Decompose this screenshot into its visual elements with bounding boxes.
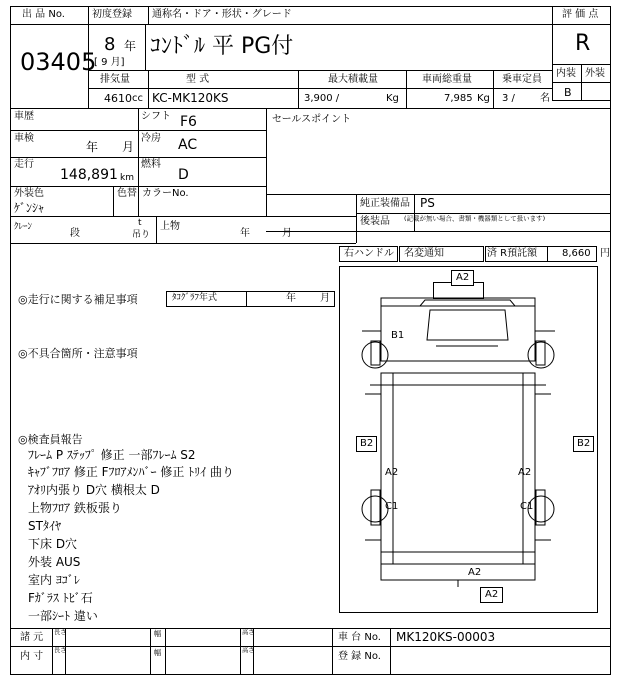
capacity-unit: 名 (540, 93, 550, 104)
damage-mark-left-a2: A2 (385, 467, 399, 478)
displacement-label: 排気量 (100, 74, 130, 85)
year-unit: 年 (124, 39, 137, 53)
name-change-notice: 名変通知 (404, 248, 444, 259)
report-line: STﾀｲﾔ (28, 519, 61, 533)
crane-hang: 吊り (132, 230, 151, 240)
displacement-unit: cc (132, 93, 143, 104)
inspection-year: 年 (86, 140, 99, 154)
gross-weight-value: 7,985 (444, 93, 473, 104)
tachograph-label: ﾀｺｸﾞﾗﾌ年式 (172, 293, 218, 303)
grade-label: 評 価 点 (562, 9, 599, 20)
report-line: 上物ﾌﾛｱ 鉄板張り (28, 501, 122, 515)
first-registration-month: [ 9 月] (94, 57, 125, 68)
report-line: 室内 ﾖｺﾞﾚ (28, 573, 80, 587)
grade-score: R (575, 31, 591, 56)
exterior-color-value: ｹﾞﾝｼｬ (14, 201, 45, 215)
chassis-number-label: 車 台 No. (338, 632, 381, 643)
first-registration-year: 8 (104, 34, 116, 55)
interior-grade: B (564, 86, 572, 99)
specs-height-label: 高さ (242, 629, 255, 637)
crane-ton: t (138, 218, 142, 228)
max-load-value: 3,900 / (304, 93, 340, 104)
defects-title: ◎不具合箇所・注意事項 (18, 347, 138, 360)
gross-weight-unit: Kg (477, 93, 490, 104)
handle-side: 右ハンドル (344, 248, 394, 259)
shift-label: シフト (141, 111, 171, 122)
aftermarket-label: 後装品 (360, 216, 390, 227)
dims-width-label: 幅 (154, 649, 162, 658)
report-line: ｷｬﾌﾞﾌﾛｱ 修正 Fﾌﾛｱﾒﾝﾊﾞｰ 修正 ﾄﾘｲ 曲り (28, 465, 234, 479)
dims-length-label: 長さ (54, 647, 67, 655)
damage-mark-b1: B1 (391, 330, 405, 341)
damage-mark-left-b2: B2 (356, 436, 377, 452)
tachograph-year: 年 (286, 293, 296, 304)
color-change-label: 色替 (117, 188, 137, 199)
inspection-month: 月 (122, 140, 135, 154)
vehicle-name: ｺﾝﾄﾞﾙ 平 PG付 (150, 34, 294, 59)
damage-mark-left-c1: C1 (385, 501, 399, 512)
capacity-label: 乗車定員 (502, 74, 542, 85)
damage-mark-rear: A2 (480, 587, 503, 603)
crane-stage: 段 (70, 228, 80, 239)
displacement-value: 4610 (104, 92, 132, 105)
ac-value: AC (178, 137, 198, 153)
first-registration-label: 初度登録 (92, 9, 132, 20)
aftermarket-note: (記載が無い場合、書類・機器類として扱います) (404, 215, 546, 223)
ac-label: 冷房 (141, 133, 161, 144)
crane-label: ｸﾚｰﾝ (14, 222, 33, 232)
mileage-value: 148,891 (60, 167, 118, 183)
specs-label: 諸 元 (20, 632, 44, 643)
recycle-deposit-label: 済 R預託額 (487, 248, 538, 259)
sales-point-label: セールスポイント (272, 114, 352, 125)
upper-body-year: 年 (240, 228, 250, 239)
vehicle-name-label: 通称名・ドア・形状・グレード (152, 9, 292, 20)
specs-width-label: 幅 (154, 630, 162, 639)
recycle-deposit-unit: 円 (600, 248, 610, 259)
recycle-deposit-value: 8,660 (562, 248, 591, 259)
specs-length-label: 長さ (54, 629, 67, 637)
mileage-label: 走行 (14, 159, 34, 170)
model-code: KC-MK120KS (152, 91, 229, 105)
capacity-value: 3 / (502, 93, 515, 104)
report-line: 一部ｼｰﾄ 違い (28, 609, 98, 623)
mileage-unit: km (120, 173, 134, 183)
inspection-label: 車検 (14, 133, 34, 144)
damage-mark-bottom-a2: A2 (468, 567, 482, 578)
report-line: ﾌﾚｰﾑ P ｽﾃｯﾌﾟ 修正 一部ﾌﾚｰﾑ S2 (28, 448, 196, 462)
inspector-report-title: ◎検査員報告 (18, 433, 83, 446)
driving-notes-title: ◎走行に関する補足事項 (18, 293, 138, 306)
color-code-label: カラーNo. (142, 188, 189, 199)
max-load-unit: Kg (386, 93, 399, 104)
damage-mark-right-a2: A2 (518, 467, 532, 478)
upper-body-label: 上物 (160, 221, 180, 232)
max-load-label: 最大積載量 (328, 74, 378, 85)
shift-value: F6 (180, 114, 197, 130)
damage-mark-right-c1: C1 (520, 501, 534, 512)
lot-number-label: 出 品 No. (22, 9, 65, 20)
interior-dims-label: 内 寸 (20, 651, 44, 662)
factory-equipment-label: 純正装備品 (360, 198, 410, 209)
fuel-label: 燃料 (141, 159, 161, 170)
factory-equipment-value: PS (420, 196, 435, 210)
damage-mark-right-b2: B2 (573, 436, 594, 452)
report-line: 下床 D穴 (28, 537, 78, 551)
exterior-label: 外装 (585, 68, 605, 79)
damage-mark-top: A2 (451, 270, 474, 286)
fuel-value: D (178, 167, 189, 183)
model-type-label: 型 式 (186, 74, 210, 85)
report-line: ｱｵﾘ内張り D穴 横根太 D (28, 483, 160, 497)
tachograph-month: 月 (320, 293, 330, 304)
report-line: Fｶﾞﾗｽ ﾄﾋﾞ石 (28, 591, 93, 605)
registration-number-label: 登 録 No. (338, 651, 381, 662)
chassis-number: MK120KS-00003 (396, 630, 496, 644)
dims-height-label: 高さ (242, 647, 255, 655)
exterior-color-label: 外装色 (14, 188, 44, 199)
gross-weight-label: 車両総重量 (422, 74, 472, 85)
lot-number: 03405 (20, 48, 97, 76)
upper-body-month: 月 (282, 228, 292, 239)
report-line: 外装 AUS (28, 555, 81, 569)
interior-label: 内装 (556, 68, 576, 79)
history-label: 車歴 (14, 111, 34, 122)
